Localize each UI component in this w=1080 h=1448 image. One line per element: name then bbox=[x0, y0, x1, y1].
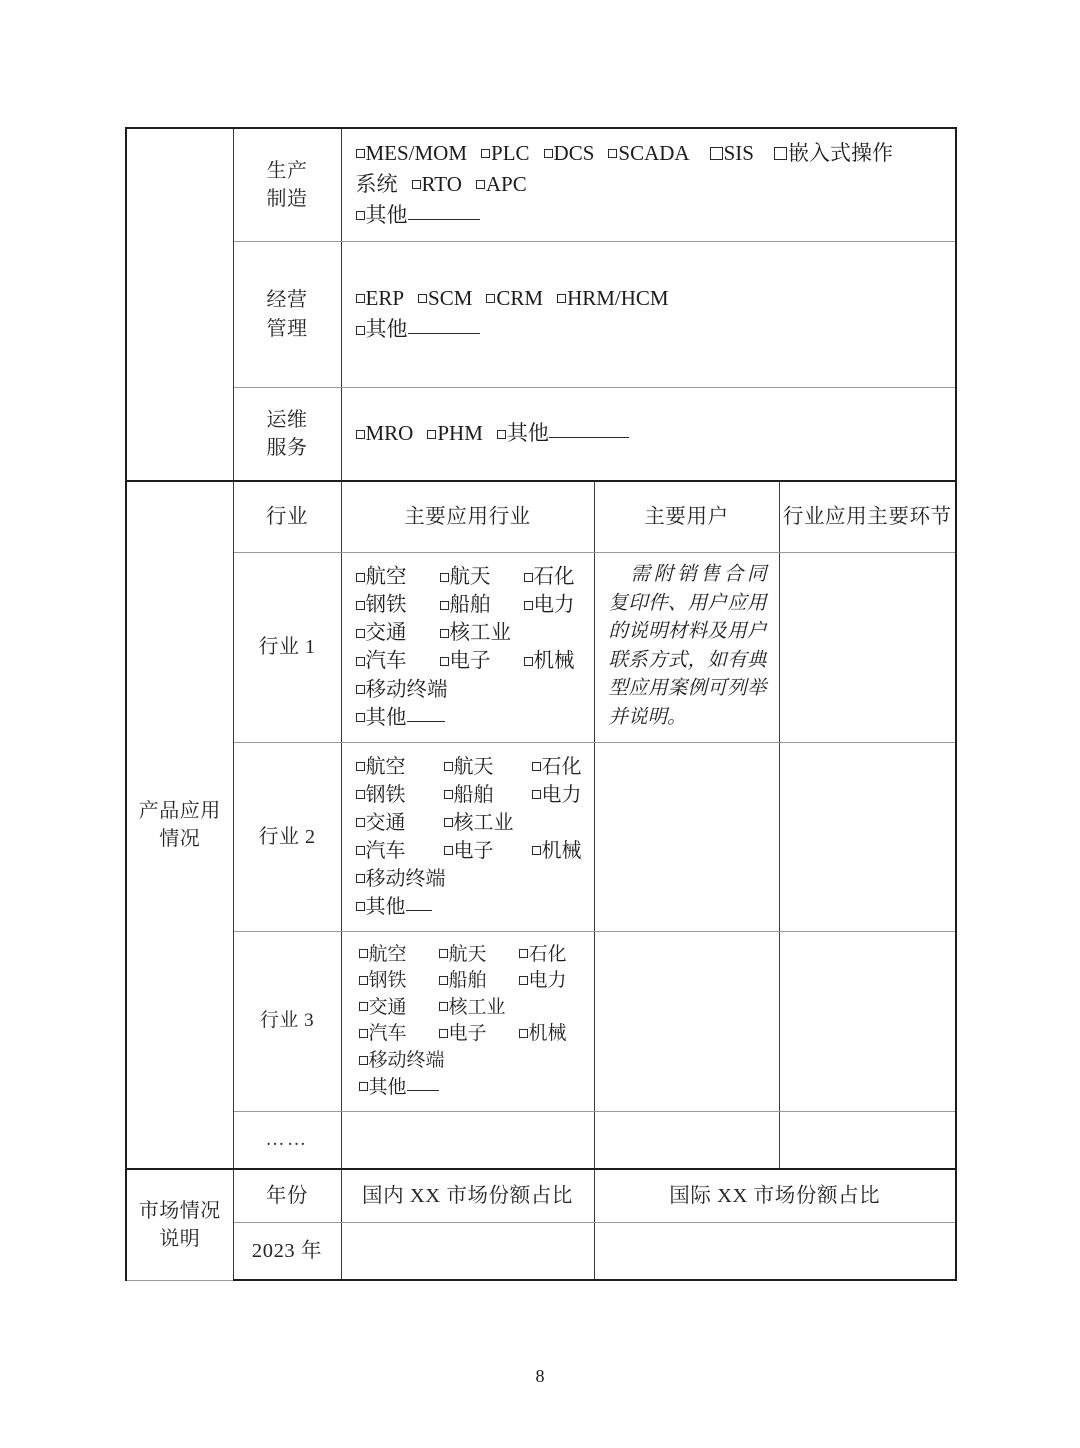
label-steel-3: 钢铁 bbox=[368, 970, 407, 992]
header-main-links: 行业应用主要环节 bbox=[779, 481, 956, 553]
industry-2-line-5 bbox=[356, 865, 594, 893]
option-label-other-production: 其他 bbox=[365, 203, 408, 228]
checkbox-dcs-icon[interactable] bbox=[544, 149, 553, 158]
checkbox-other-production-icon[interactable] bbox=[356, 211, 365, 220]
label-nuclear-1: 核工业 bbox=[449, 622, 511, 645]
checkbox-scm-icon[interactable] bbox=[418, 294, 427, 303]
industry-1-line-3 bbox=[356, 619, 594, 647]
checkbox-nuclear-2-icon[interactable] bbox=[444, 818, 453, 827]
option-label-hrm-hcm: HRM/HCM bbox=[567, 286, 669, 311]
other-om-input-blank[interactable] bbox=[549, 437, 629, 438]
industry-3-line-5 bbox=[359, 1048, 594, 1075]
label-steel-2: 钢铁 bbox=[365, 783, 406, 806]
section-label-market-line1: 市场情况 bbox=[138, 1199, 221, 1222]
label-machinery-3: 机械 bbox=[528, 1023, 567, 1045]
label-petrochemical-3: 石化 bbox=[528, 943, 567, 965]
option-label-phm: PHM bbox=[437, 421, 483, 446]
management-options bbox=[342, 274, 956, 355]
industry-2-users-cell[interactable] bbox=[594, 742, 779, 931]
label-automotive-2: 汽车 bbox=[365, 839, 406, 862]
industry-3-line-3 bbox=[359, 995, 594, 1022]
row-label-production-line1: 生产 bbox=[266, 159, 308, 182]
label-aerospace-1: 航天 bbox=[449, 566, 491, 589]
label-shipbuilding-3: 船舶 bbox=[448, 970, 487, 992]
industry-2-line-4 bbox=[356, 837, 594, 865]
label-electronics-3: 电子 bbox=[448, 1023, 487, 1045]
header-main-industries: 主要应用行业 bbox=[341, 481, 594, 553]
other-management-input-blank[interactable] bbox=[408, 333, 480, 334]
market-row-domestic-2023[interactable] bbox=[341, 1223, 594, 1281]
checkbox-aviation-1-icon[interactable] bbox=[356, 573, 365, 582]
industry-2-label: 行业 2 bbox=[233, 742, 341, 931]
label-power-2: 电力 bbox=[541, 783, 582, 806]
checkbox-electronics-1-icon[interactable] bbox=[440, 657, 449, 666]
checkbox-steel-2-icon[interactable] bbox=[356, 790, 365, 799]
row-label-management bbox=[233, 242, 341, 388]
industry-1-options-cell bbox=[341, 553, 594, 742]
header-year: 年份 bbox=[233, 1169, 341, 1223]
table-row-production bbox=[126, 128, 956, 242]
row-label-production bbox=[233, 128, 341, 242]
checkbox-steel-3-icon[interactable] bbox=[359, 976, 368, 985]
checkbox-apc-icon[interactable] bbox=[476, 180, 485, 189]
industry-2-line-1 bbox=[356, 753, 594, 781]
table-row-operation-maintenance bbox=[126, 388, 956, 482]
checkbox-mobile-terminal-1-icon[interactable] bbox=[356, 685, 365, 694]
page-number: 8 bbox=[535, 1366, 545, 1386]
header-industry: 行业 bbox=[233, 481, 341, 553]
checkbox-automotive-3-icon[interactable] bbox=[359, 1029, 368, 1038]
checkbox-crm-icon[interactable] bbox=[486, 294, 495, 303]
checkbox-aerospace-3-icon[interactable] bbox=[439, 949, 448, 958]
industry-1-line-2 bbox=[356, 591, 594, 619]
label-nuclear-2: 核工业 bbox=[453, 811, 514, 834]
option-label-embedded-os-cont: 系统 bbox=[355, 172, 398, 197]
checkbox-machinery-2-icon[interactable] bbox=[532, 846, 541, 855]
checkbox-transport-1-icon[interactable] bbox=[356, 629, 365, 638]
label-other-industry-1: 其他 bbox=[365, 706, 407, 729]
checkbox-aviation-2-icon[interactable] bbox=[356, 762, 365, 771]
checkbox-electronics-3-icon[interactable] bbox=[439, 1029, 448, 1038]
market-row-year-2023: 2023 年 bbox=[233, 1223, 341, 1281]
industry-3-label: 行业 3 bbox=[233, 931, 341, 1112]
option-label-scm: SCM bbox=[428, 286, 473, 311]
operation-maintenance-options-cell bbox=[341, 388, 956, 482]
label-other-industry-2: 其他 bbox=[365, 895, 406, 918]
option-label-other-om: 其他 bbox=[506, 421, 549, 446]
om-options-line1 bbox=[356, 418, 944, 449]
checkbox-petrochemical-1-icon[interactable] bbox=[524, 573, 533, 582]
checkbox-other-industry-3-icon[interactable] bbox=[359, 1082, 368, 1091]
row-label-management-line2: 管理 bbox=[266, 317, 308, 340]
checkbox-aerospace-2-icon[interactable] bbox=[444, 762, 453, 771]
industry-2-options bbox=[342, 743, 594, 931]
management-options-line1 bbox=[356, 283, 944, 314]
industry-3-links-cell[interactable] bbox=[779, 931, 956, 1112]
option-label-erp: ERP bbox=[365, 286, 405, 311]
checkbox-electronics-2-icon[interactable] bbox=[444, 846, 453, 855]
section-label-market-situation bbox=[126, 1169, 233, 1280]
industry-2-options-cell bbox=[341, 742, 594, 931]
option-label-embedded-os: 嵌入式操作 bbox=[787, 141, 893, 165]
option-label-crm: CRM bbox=[496, 286, 544, 311]
industry-ellipsis-options-cell[interactable] bbox=[341, 1112, 594, 1170]
table-row-management bbox=[126, 242, 956, 388]
industry-1-options bbox=[342, 553, 594, 741]
checkbox-power-1-icon[interactable] bbox=[524, 601, 533, 610]
checkbox-erp-icon[interactable] bbox=[356, 294, 365, 303]
industry-1-users-note: 需附销售合同复印件、用户应用的说明材料及用户联系方式，如有典型应用案例可列举并说明。 bbox=[608, 564, 767, 728]
section-label-market-line2: 说明 bbox=[159, 1228, 201, 1251]
industry-2-line-other bbox=[356, 893, 594, 921]
industry-ellipsis-users-cell[interactable] bbox=[594, 1112, 779, 1170]
label-electronics-2: 电子 bbox=[453, 839, 494, 862]
checkbox-mes-mom-icon[interactable] bbox=[356, 149, 365, 158]
checkbox-steel-1-icon[interactable] bbox=[356, 601, 365, 610]
row-label-operation-maintenance bbox=[233, 388, 341, 482]
header-international-share: 国际 XX 市场份额占比 bbox=[594, 1169, 956, 1223]
checkbox-shipbuilding-3-icon[interactable] bbox=[439, 976, 448, 985]
option-label-rto: RTO bbox=[421, 172, 462, 197]
checkbox-transport-3-icon[interactable] bbox=[359, 1002, 368, 1011]
label-transport-1: 交通 bbox=[365, 622, 407, 645]
label-petrochemical-2: 石化 bbox=[541, 755, 582, 778]
checkbox-embedded-os-icon[interactable] bbox=[774, 147, 787, 160]
header-main-users: 主要用户 bbox=[594, 481, 779, 553]
industry-3-options-cell bbox=[341, 931, 594, 1112]
table-row-market-2023 bbox=[126, 1223, 956, 1281]
label-mobile-terminal-1: 移动终端 bbox=[365, 678, 448, 701]
option-label-scada: SCADA bbox=[618, 141, 690, 165]
label-nuclear-3: 核工业 bbox=[448, 996, 506, 1018]
option-label-sis: SIS bbox=[723, 141, 754, 165]
industry-1-links-cell[interactable] bbox=[779, 553, 956, 742]
table-row-application-header bbox=[126, 481, 956, 553]
industry-2-line-3 bbox=[356, 809, 594, 837]
checkbox-aviation-3-icon[interactable] bbox=[359, 949, 368, 958]
other-production-input-blank[interactable] bbox=[408, 219, 480, 220]
checkbox-petrochemical-3-icon[interactable] bbox=[519, 949, 528, 958]
product-information-form-table bbox=[125, 127, 957, 1281]
option-label-dcs: DCS bbox=[553, 141, 595, 165]
industry-3-users-cell[interactable] bbox=[594, 931, 779, 1112]
checkbox-nuclear-3-icon[interactable] bbox=[439, 1002, 448, 1011]
label-automotive-3: 汽车 bbox=[368, 1023, 407, 1045]
checkbox-other-om-icon[interactable] bbox=[497, 430, 506, 439]
production-options-line2 bbox=[356, 169, 944, 200]
industry-2-line-2 bbox=[356, 781, 594, 809]
checkbox-phm-icon[interactable] bbox=[427, 430, 436, 439]
option-label-other-management: 其他 bbox=[365, 317, 408, 342]
table-row-industry-3 bbox=[126, 931, 956, 1112]
table-row-industry-ellipsis bbox=[126, 1112, 956, 1170]
checkbox-machinery-1-icon[interactable] bbox=[524, 657, 533, 666]
label-aviation-2: 航空 bbox=[365, 755, 406, 778]
industry-3-line-4 bbox=[359, 1021, 594, 1048]
label-transport-3: 交通 bbox=[368, 996, 407, 1018]
checkbox-mro-icon[interactable] bbox=[356, 430, 365, 439]
checkbox-shipbuilding-1-icon[interactable] bbox=[440, 601, 449, 610]
industry-1-line-5 bbox=[356, 676, 594, 704]
industry-1-line-other bbox=[356, 704, 594, 732]
label-aerospace-3: 航天 bbox=[448, 943, 487, 965]
checkbox-nuclear-1-icon[interactable] bbox=[440, 629, 449, 638]
industry-3-line-other bbox=[359, 1075, 594, 1102]
industry-3-options bbox=[342, 932, 594, 1112]
label-machinery-1: 机械 bbox=[533, 650, 575, 673]
section-label-product-application bbox=[126, 481, 233, 1169]
other-industry-2-input-blank[interactable] bbox=[406, 910, 432, 911]
label-machinery-2: 机械 bbox=[541, 839, 582, 862]
table-row-industry-2 bbox=[126, 742, 956, 931]
production-options-cell bbox=[341, 128, 956, 242]
option-label-mes-mom: MES/MOM bbox=[365, 141, 468, 165]
checkbox-power-2-icon[interactable] bbox=[532, 790, 541, 799]
checkbox-mobile-terminal-2-icon[interactable] bbox=[356, 874, 365, 883]
industry-ellipsis-label: …… bbox=[233, 1112, 341, 1170]
label-automotive-1: 汽车 bbox=[365, 650, 407, 673]
production-options-other bbox=[356, 200, 944, 231]
checkbox-shipbuilding-2-icon[interactable] bbox=[444, 790, 453, 799]
checkbox-automotive-2-icon[interactable] bbox=[356, 846, 365, 855]
option-label-plc: PLC bbox=[491, 141, 530, 165]
checkbox-mobile-terminal-3-icon[interactable] bbox=[359, 1056, 368, 1065]
industry-2-links-cell[interactable] bbox=[779, 742, 956, 931]
section-label-product-application-line2: 情况 bbox=[159, 828, 201, 851]
other-industry-3-input-blank[interactable] bbox=[407, 1090, 439, 1091]
checkbox-scada-icon[interactable] bbox=[608, 149, 617, 158]
label-other-industry-3: 其他 bbox=[368, 1076, 407, 1098]
section-label-product-application-line1: 产品应用 bbox=[138, 799, 221, 822]
label-power-1: 电力 bbox=[533, 594, 575, 617]
header-domestic-share: 国内 XX 市场份额占比 bbox=[341, 1169, 594, 1223]
label-electronics-1: 电子 bbox=[449, 650, 491, 673]
label-aviation-1: 航空 bbox=[365, 566, 407, 589]
checkbox-machinery-3-icon[interactable] bbox=[519, 1029, 528, 1038]
table-row-market-header bbox=[126, 1169, 956, 1223]
checkbox-transport-2-icon[interactable] bbox=[356, 818, 365, 827]
industry-1-line-4 bbox=[356, 647, 594, 675]
checkbox-other-industry-1-icon[interactable] bbox=[356, 713, 365, 722]
industry-1-line-1 bbox=[356, 563, 594, 591]
row-label-production-line2: 制造 bbox=[266, 188, 308, 211]
label-petrochemical-1: 石化 bbox=[533, 566, 575, 589]
label-mobile-terminal-2: 移动终端 bbox=[365, 867, 446, 890]
table-row-industry-1 bbox=[126, 553, 956, 742]
checkbox-other-industry-2-icon[interactable] bbox=[356, 902, 365, 911]
label-aviation-3: 航空 bbox=[368, 943, 407, 965]
section-label-product-function bbox=[126, 128, 233, 481]
checkbox-aerospace-1-icon[interactable] bbox=[440, 573, 449, 582]
option-label-mro: MRO bbox=[365, 421, 414, 446]
row-label-management-line1: 经营 bbox=[266, 289, 308, 312]
production-options-line1 bbox=[356, 138, 944, 169]
checkbox-other-management-icon[interactable] bbox=[356, 326, 365, 335]
om-options bbox=[342, 409, 956, 459]
industry-3-line-1 bbox=[359, 942, 594, 969]
label-mobile-terminal-3: 移动终端 bbox=[368, 1050, 445, 1072]
other-industry-1-input-blank[interactable] bbox=[407, 721, 445, 722]
checkbox-rto-icon[interactable] bbox=[412, 180, 421, 189]
label-shipbuilding-1: 船舶 bbox=[449, 594, 491, 617]
management-options-cell bbox=[341, 242, 956, 388]
industry-1-label: 行业 1 bbox=[233, 553, 341, 742]
label-shipbuilding-2: 船舶 bbox=[453, 783, 494, 806]
checkbox-plc-icon[interactable] bbox=[481, 149, 490, 158]
label-power-3: 电力 bbox=[528, 970, 567, 992]
checkbox-power-3-icon[interactable] bbox=[519, 976, 528, 985]
industry-1-users-cell bbox=[594, 553, 779, 742]
market-row-international-2023[interactable] bbox=[594, 1223, 956, 1281]
row-label-om-line1: 运维 bbox=[266, 408, 308, 431]
label-steel-1: 钢铁 bbox=[365, 594, 407, 617]
checkbox-automotive-1-icon[interactable] bbox=[356, 657, 365, 666]
management-options-other bbox=[356, 314, 944, 345]
industry-3-line-2 bbox=[359, 968, 594, 995]
label-aerospace-2: 航天 bbox=[453, 755, 494, 778]
checkbox-petrochemical-2-icon[interactable] bbox=[532, 762, 541, 771]
checkbox-sis-icon[interactable] bbox=[710, 147, 723, 160]
option-label-apc: APC bbox=[485, 172, 527, 197]
industry-ellipsis-links-cell[interactable] bbox=[779, 1112, 956, 1170]
production-options bbox=[342, 129, 956, 241]
row-label-om-line2: 服务 bbox=[266, 437, 308, 460]
label-transport-2: 交通 bbox=[365, 811, 406, 834]
checkbox-hrm-hcm-icon[interactable] bbox=[557, 294, 566, 303]
